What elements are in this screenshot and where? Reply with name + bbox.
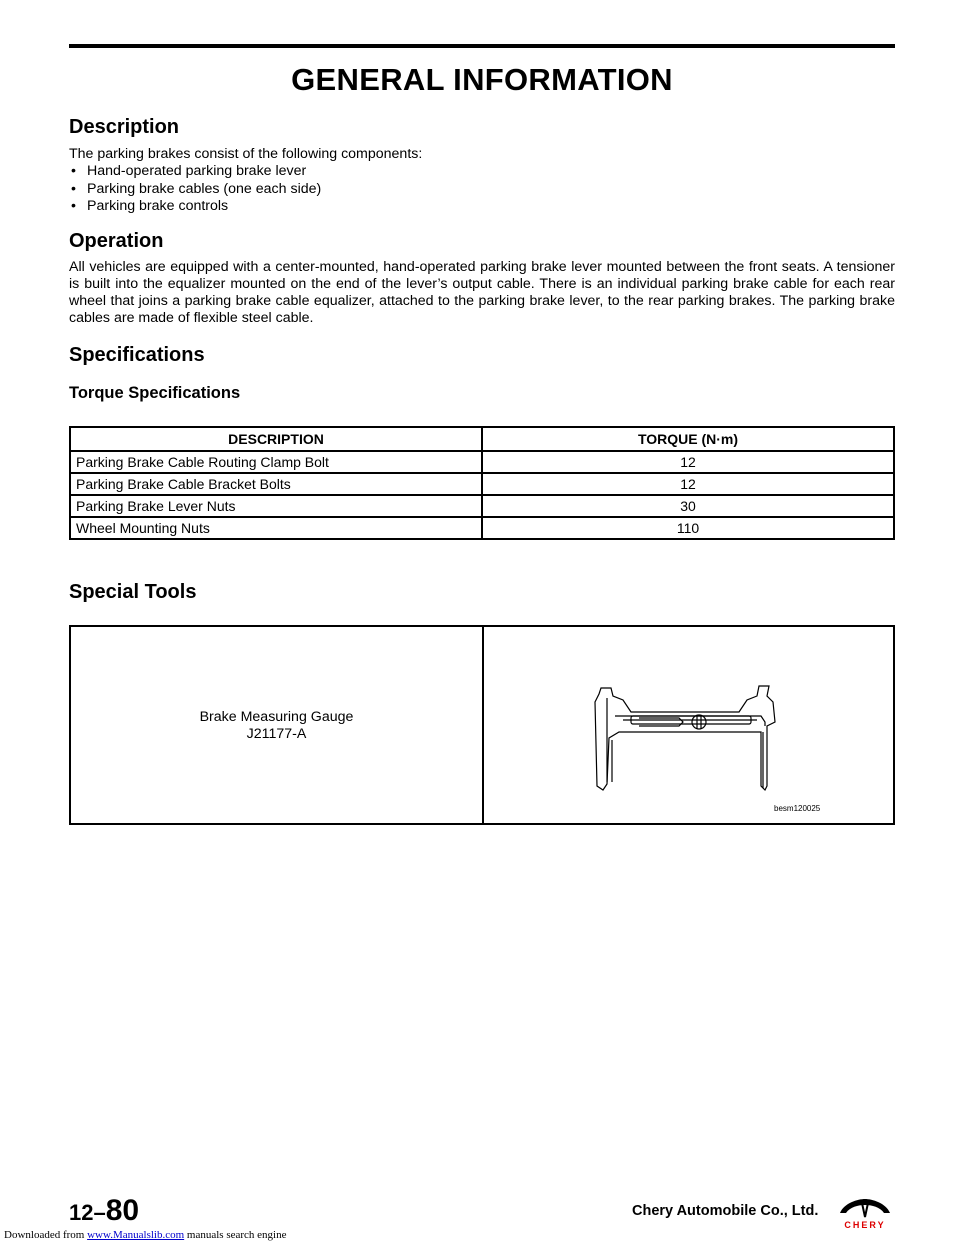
brake-measuring-gauge-illustration (579, 682, 789, 802)
torque-table (69, 426, 895, 540)
component-list (69, 163, 321, 216)
table-row (70, 517, 894, 539)
operation-text: All vehicles are equipped with a center-mounted, hand-operated parking brake lever mounted between the front seats. A tensioner is built into the equalizer mounted on the end of the lever’s output cable. There is an individual parking brake cable for each rear wheel that joins a parking brake cable equalizer, attached to the parking brake lever, to the rear parking brakes. The parking brake cables are made of flexible steel cable. (69, 259, 895, 326)
tool-name-cell (71, 627, 484, 823)
cell-torque: 30 (482, 495, 894, 517)
cell-description: Wheel Mounting Nuts (70, 517, 482, 539)
special-tools-heading: Special Tools (69, 581, 197, 603)
description-heading: Description (69, 116, 180, 138)
figure-id: besm120025 (774, 804, 821, 813)
page-number-value: 80 (105, 1194, 140, 1227)
top-rule (69, 44, 895, 48)
table-row (70, 495, 894, 517)
table-row (70, 451, 894, 473)
logo-text: CHERY (844, 1220, 886, 1230)
list-item: • Parking brake cables (one each side) (71, 180, 322, 197)
manualslib-link[interactable]: www.Manualslib.com (87, 1229, 185, 1241)
cell-torque: 110 (482, 517, 894, 539)
cell-torque: 12 (482, 473, 894, 495)
specifications-heading: Specifications (69, 344, 205, 366)
tool-name: Brake Measuring Gauge (199, 709, 354, 725)
operation-heading: Operation (69, 230, 164, 252)
table-row (70, 473, 894, 495)
chery-logo (834, 1197, 896, 1231)
bullet-icon: • (71, 163, 76, 179)
download-footer: Downloaded from www.Manualslib.com manuals search engine (4, 1229, 287, 1241)
cell-description: Parking Brake Cable Bracket Bolts (70, 473, 482, 495)
description-intro: The parking brakes consist of the following components: (69, 146, 423, 162)
bullet-icon: • (71, 180, 76, 197)
bullet-icon: • (71, 198, 76, 214)
list-item: • Parking brake controls (71, 198, 229, 214)
tool-label (71, 709, 482, 743)
cell-torque: 12 (482, 451, 894, 473)
page-title: GENERAL INFORMATION (291, 62, 673, 97)
table-header-row (70, 427, 894, 451)
cell-description: Parking Brake Cable Routing Clamp Bolt (70, 451, 482, 473)
tool-number: J21177-A (246, 726, 307, 742)
column-header-torque: TORQUE (N·m) (482, 427, 894, 451)
column-header-description: DESCRIPTION (70, 427, 482, 451)
list-item: • Hand-operated parking brake lever (71, 163, 307, 179)
torque-specifications-heading: Torque Specifications (69, 384, 241, 402)
company-name: Chery Automobile Co., Ltd. (632, 1203, 819, 1219)
tool-image-cell (484, 627, 893, 823)
page-number (69, 1194, 139, 1228)
special-tools-table (69, 625, 895, 825)
cell-description: Parking Brake Lever Nuts (70, 495, 482, 517)
section-number: 12– (69, 1200, 106, 1225)
